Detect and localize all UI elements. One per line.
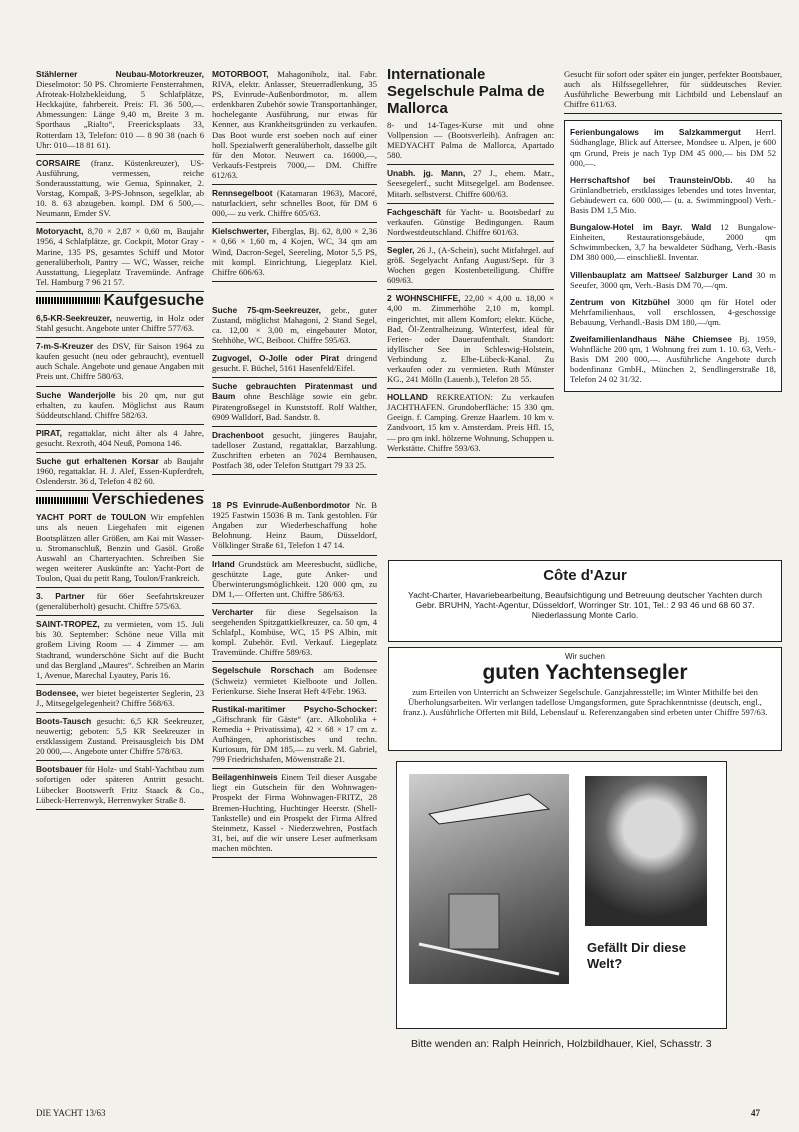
col4-box-ad-body: Bj. 1959, Wohnfläche 200 qm, 1 Wohnung frei zum 1. 10. 63, Verh.-Basis DM 200 000,—. Ausführliche Angebote durch bodenfinanz GmbH., München 2, Sendlingerstraße 18, Telefon 24 02 31/32. [570, 333, 776, 385]
col4-box-ad-text [570, 222, 776, 262]
cote-text: Yacht-Charter, Havariebearbeitung, Beaufsichtigung und Betreuung deutscher Yachten durch Gebr. BRUHN, Yacht-Agentur, Düsseldorf, Worringer Str. 101, Tel.: 2 93 46 und 68 60 37. Niederlassung Monte Carlo. [407, 590, 762, 620]
col1-kauf-ads [36, 310, 204, 491]
col3-ads-ad-text [387, 392, 554, 453]
col1_kauf-ad [36, 425, 204, 453]
col2_versch-ad-body: Nr. B 1925 Fastwin 15036 B m. Tank gestohlen. Für Angaben zur Wiederbeschaffung hohe Belohnung. Heinz Baum, Düsseldorf, Völklinger Straße 61, Telefon 1 47 14. [212, 500, 377, 551]
col2_versch-ad-heading: Beilagenhinweis [212, 772, 278, 783]
col4-box-ad-text [570, 127, 776, 167]
col1_kauf-ad-heading: PIRAT, [36, 427, 62, 438]
job-title: guten Yachtensegler [482, 661, 688, 684]
col2_kauf-ad-heading: Drachenboot [212, 429, 264, 440]
col2_versch-ad-body: Grundstück am Meeresbucht, südliche, geschützte Lage, gute Anker- und Überwinterungsmöglichkeit. 120 000 qm, zu DM 1,— Offerten unt. Chiffre 586/63. [212, 558, 377, 599]
col1_versch-ad-heading: Bootsbauer [36, 764, 83, 775]
col1_versch-ad-text [36, 512, 204, 583]
col4-box-ad-text [570, 334, 776, 384]
col3-ads-ad [387, 165, 554, 203]
col2_versch-ad-heading: Vercharter [212, 606, 254, 617]
col1_kauf-ad [36, 387, 204, 425]
col4-box-ad-body: 3000 qm für Hotel oder Mehrfamilienhaus, voll erschlossen, 4-geschossige Bebauung, Verhandl.-Basis DM 180,—/qm. [570, 296, 776, 327]
col2_versch-ad-text [212, 500, 377, 550]
col1_versch-ad [36, 616, 204, 685]
col1_versch-ad-text [36, 716, 204, 756]
col4-box-ad-heading: Zweifamilienlandhaus Nähe Chiemsee [570, 333, 732, 344]
col2_kauf-ad-text [212, 381, 377, 421]
section-title-kaufgesuche: Kaufgesuche [103, 291, 204, 309]
col1_kauf-ad-text [36, 390, 204, 420]
col2_kauf-ad-heading: Suche 75-qm-Seekreuzer, [212, 304, 321, 315]
col1_versch-ad-heading: Boots-Tausch [36, 715, 92, 726]
mallorca-title: Internationale Segelschule Palma de Mallorca [387, 66, 545, 117]
col1_versch-ad-text [36, 591, 204, 611]
col2_top-ad-heading: MOTORBOOT, [212, 69, 269, 79]
col4-box-ad [570, 294, 776, 331]
col1_versch-ad-body: Wir empfehlen uns als neuen Liegehafen mit eigenen Bootsplätzen aller Größen, am Kai mit Wasser- u. Stromanschluß, Benzin und Gasöl. Große Auswahl an Charteryachten. Schreiben Sie wegen weiterer Auskünfte an: Yacht-Port de Toulon, Quai du petit Rang, Toulon/Frankreich. [36, 512, 204, 583]
col3-ads-ad-heading: 2 WOHNSCHIFFE, [387, 293, 461, 304]
col2_top-ad-heading: Rennsegelboot [212, 188, 273, 199]
col1_versch-ad [36, 588, 204, 616]
col4-box-ad-body: 30 m Seeufer, 3000 qm, Verh.-Basis DM 70,—/qm. [570, 269, 776, 290]
column-4 [564, 66, 782, 392]
col2_kauf-ad [212, 378, 377, 426]
col1_versch-ad-body: für 66er Seefahrtskreuzer (generalüberholt) gesucht. Chiffre 575/63. [36, 591, 204, 612]
col1_versch-ad-text [36, 688, 204, 708]
col2-top-ads [212, 66, 377, 282]
col4-box-ad [570, 267, 776, 294]
col1_kauf-ad [36, 338, 204, 386]
col1_versch-ad-heading: 3. Partner [36, 591, 85, 602]
col4-box-ad-body: 12 Bungalow-Einheiten, Restaurationsgebäude, 2000 qm Schwimmbecken, 3,7 ha bewaldeter Südhang, Verh.-Basis DM 380 000,— einschließl. Inventar. [570, 222, 776, 263]
col1-top-ads [36, 66, 204, 292]
sword-illustration [409, 774, 569, 984]
col2-versch-ads [212, 497, 377, 858]
col1_kauf-ad-text [36, 428, 204, 448]
col2_versch-ad [212, 662, 377, 700]
col3-ads-ad-heading: HOLLAND [387, 392, 428, 403]
col4-box-ad [570, 331, 776, 388]
col3-ads-ad-body: 22,00 × 4,00 u. 18,00 × 4,00 m. Zimmerhöhe 2,10 m, kompl. eingerichtet, mit allem Komfort; elektr. Küche, Bad, Öl-Zentralheizung. Winterfest, ideal für Ferien- oder Dauerаufenthalt. Standort: idyllischer See in Schleswig-Holstein, Verbindung z. Elbe-Lübeck-Kanal. Zu verkaufen oder zu vermieten. Ruth Münster KG., 241 Mölln (Lauenb.), Telefon 28 55. [387, 293, 554, 385]
col4-box-ad [570, 219, 776, 266]
cote-title: Côte d'Azur [543, 567, 627, 584]
col2_top-ad-text [212, 188, 377, 218]
mallorca-intro: 8- und 14-Tages-Kurse mit und ohne Vollpension — (Bootsverleih). Anfragen an: MEDYACHT Palma de Mallorca, Apartado 580. [387, 120, 554, 161]
col1_kauf-ad-body: des DSV, für Saison 1964 zu kaufen gesucht (neu oder gebraucht), eventuell auch Schale. Angebote und genaue Angaben mit Preis unt. Chiffre 580/63. [36, 341, 204, 382]
col3-ads [387, 165, 554, 457]
col1_top-ad-text [36, 226, 204, 287]
col2_top-ad-body: Fiberglas, Bj. 62, 8,00 × 2,36 × 0,66 × 1,60 m, 4 Kojen, WC, 34 qm am Wind, Dacron-Segel, Seereling, Motor 5,5 PS, mit kompl. Einrichtung, Liegeplatz Kiel. Chiffre 606/63. [212, 226, 377, 277]
col2_versch-ad [212, 497, 377, 555]
col2_top-ad-text [212, 226, 377, 276]
col1_top-ad-body: (franz. Küstenkreuzer), US-Ausführung, vermessen, reiche Sonderausstattung, wie Genua, Spinnaker, 2. Vorstag, Kompaß, 3-PS-Johnson, segelklar, ab 10. 8. 63 abzugeben. kompl. DM 6 500,—. Neumann, Emder SV. [36, 157, 204, 219]
portrait-photo [585, 776, 707, 926]
col1_kauf-ad-heading: 6,5-KR-Seekreuzer, [36, 312, 112, 323]
col1_kauf-ad-heading: 7-m-S-Kreuzer [36, 341, 94, 352]
col1_kauf-ad-text [36, 313, 204, 333]
col1_versch-ad-heading: SAINT-TROPEZ, [36, 619, 100, 630]
col1_versch-ad-body: gesucht: 6,5 KR Seekreuzer, neuwertig; geboten: 5,5 KR Seekreuzer in erstklassigem Zustand. Preisausgleich bis DM 20 000,—. Angebote unter Chiffre 578/63. [36, 715, 204, 757]
yachtsegler-ad [388, 647, 782, 751]
bootsbauer-ad [564, 66, 782, 114]
col1_versch-ad-body: für Holz- und Stahl-Yachtbau zum sofortigen oder späteren Antritt gesucht. Lübecker Bootswerft Fritz Staack & Co., Lübeck-Herrenwyk, Herrenwyker Straße 8. [36, 764, 204, 805]
col2_versch-ad [212, 604, 377, 662]
col2_top-ad-body: (Katamaran 1963), Macoré, naturlackiert, sehr schnelles Boot, für DM 6 000,— zu verk. Chiffre 605/63. [212, 188, 377, 219]
col2_versch-ad-text [212, 772, 377, 853]
col2_kauf-ad-text [212, 353, 377, 373]
col4-box-ad-heading: Villenbauplatz am Mattsee/ Salzburger Land [570, 269, 753, 280]
col2_versch-ad-text [212, 704, 377, 765]
col4-box-ad-heading: Bungalow-Hotel im Bayr. Wald [570, 222, 712, 233]
col1_top-ad-text [36, 158, 204, 219]
col1_kauf-ad-text [36, 341, 204, 381]
col1_versch-ad-text [36, 619, 204, 680]
col2_kauf-ad-body: gesucht, jüngeres Baujahr, tadelloser Zustand, regattaklar, Barzahlung. Zuschriften erbeten an 7024 Bernhausen, Postfach 38, oder Telefon Stuttgart 79 33 25. [212, 429, 377, 470]
col3-ads-ad [387, 204, 554, 242]
col2_kauf-ad-body: ohne Beschläge sowie ein gebr. Piratengroßsegel in Kunststoff. Rolf Walther, 6909 Walldorf, Bad. Sandstr. 8. [212, 391, 378, 422]
col2_versch-ad-text [212, 665, 377, 695]
realestate-box [564, 120, 782, 392]
col2_top-ad [212, 223, 377, 281]
col2_top-ad [212, 185, 377, 223]
col4-box-ad [570, 124, 776, 171]
col1_top-ad-text [36, 69, 204, 150]
section-kaufgesuche [36, 291, 204, 309]
col3-ads-ad [387, 389, 554, 458]
col3-ads-ad-heading: Fachgeschäft [387, 206, 441, 217]
col3-ads-ad-heading: Unabh. jg. Mann, [387, 168, 466, 179]
col1_versch-ad [36, 761, 204, 809]
cote-dazur-ad [388, 560, 782, 642]
col1_top-ad-heading: Motoryacht, [36, 226, 84, 237]
col2_kauf-ad-body: dringend gesucht. F. Büchel, 5161 Hasenfeld/Eifel. [212, 353, 377, 374]
col2_versch-ad [212, 701, 377, 770]
col2_top-ad-body: Mahagoniholz, ital. Fabr. RIVA, elektr. Anlasser, Steuerradlenkung, 35 PS, Evinrude-Außenbordmotor, m. allem erdenkbaren Zubehör sowie Transportanhänger, hochelegante Ausführung, nur etwas für Kenner, aus Krankheitsgründen zu verkaufen. Das Boot wurde erst soeben noch auf einer holl. Spezialwerft generalüberholt, dasselbe gilt für den Motor. Neuwert ca. 16000,—, Verkaufs-Festpreis 7000,— DM. Chiffre 612/63. [212, 69, 377, 180]
col1_top-ad [36, 66, 204, 155]
col2_versch-ad-text [212, 607, 377, 657]
col2_kauf-ad-heading: Zugvogel, O-Jolle oder Pirat [212, 353, 340, 364]
photo-ad [396, 761, 727, 1050]
col2_versch-ad-heading: Rustikal-maritimer Psycho-Schocker: [212, 703, 377, 714]
col3-ads-ad [387, 242, 554, 290]
footer-page-number: 47 [751, 1108, 760, 1118]
col1_top-ad-body: Dieselmotor: 50 PS. Chromierte Fensterrahmen, Afroteak-Holzbekleidung, 5 Schlafplätze, Heckkajüte, fahrbereit. Preis: Fl. 36 500,—. Abmessungen: Länge 9,40 m, Breite 3 m. Sporthaus „Rialto“, Freericksplaats 33, Rotterdam 13, Telefon: 010 — 8 90 38 (nach 6 Uhr: 010—18 81 61). [36, 79, 204, 150]
col2_versch-ad-body: für diese Segelsaison Ia seegehenden Spitzgattkielkreuzer, ca. 50 qm, 4 Schlafpl., Kombüse, WC, 15 PS Albin, mit kompl. Zubehör. Evtl. Verkauf. Liegeplatz Travemünde. Chiffre 589/63. [212, 606, 377, 658]
col2_top-ad-heading: Kielschwerter, [212, 226, 269, 237]
col3-ads-ad-body: 27 J., ehem. Matr., Seesegelerf., sucht Mitsegelgel. am Bodensee. Mitarb. selbstverst. Chiffre 600/63. [387, 168, 554, 199]
col2_kauf-ad [212, 427, 377, 475]
photo-question: Gefällt Dir diese Welt? [587, 940, 686, 971]
col1_versch-ad [36, 685, 204, 713]
col1_kauf-ad-body: ab Baujahr 1960, regattaklar. H. J. Alef, Essen-Kupferdreh, Oslenderstr. 36 d, Telefon 4 82 60. [36, 456, 204, 487]
col3-ads-ad-body: REKREATION: Zu verkaufen JACHTHAFEN. Grundoberfläche: 15 330 qm. Geeign. f. Camping. Grenze Haarlem. 10 km v. Zandvoort, 15 km v. Amsterdam. Preis Hfl. 15,— pro qm inkl. hölzerne Wohnung, Schuppen u. Werkstätte. Chiffre 593/63. [387, 392, 554, 453]
col2_versch-ad-text [212, 559, 377, 599]
col1_versch-ad-heading: YACHT PORT de TOULON [36, 512, 147, 523]
col1-versch-ads [36, 509, 204, 809]
col1_versch-ad-heading: Bodensee, [36, 687, 79, 698]
footer-journal: DIE YACHT 13/63 [36, 1108, 106, 1118]
col1_kauf-ad-heading: Suche gut erhaltenen Korsar [36, 456, 159, 466]
col4-box-ad-heading: Herrschaftshof bei Traunstein/Obb. [570, 174, 733, 185]
col2_kauf-ad-heading: Suche gebrauchten Piratenmast und Baum [212, 381, 377, 402]
col2_kauf-ad-text [212, 305, 377, 345]
col2_versch-ad-heading: 18 PS Evinrude-Außenbordmotor [212, 500, 351, 511]
col1_kauf-ad-body: regattaklar, nicht älter als 4 Jahre, gesucht. Rexroth, 404 Neuß, Pomona 146. [36, 427, 204, 448]
col4-box-ad-heading: Zentrum von Kitzbühel [570, 296, 670, 307]
col1_top-ad-heading: CORSAIRE [36, 157, 81, 168]
job-small: Wir suchen [564, 652, 605, 661]
col3-ads-ad-text [387, 207, 554, 237]
col3-ads-ad-body: 26 J., (A-Schein), sucht Mitfahrgel. auf größ. Segelyacht Anfang August/Sept. für 3 Wochen gegen Kostenbeteiligung. Chiffre 609/63. [387, 244, 554, 286]
col1_kauf-ad-text [36, 456, 204, 486]
col1_top-ad [36, 155, 204, 224]
col1_kauf-ad-body: bis 20 qm, nur gut erhalten, zu kaufen. Möglichst aus Raum Süddeutschland. Chiffre 582/63. [36, 389, 204, 420]
col2_versch-ad-body: „Giftschrank für Gäste“ (arc. Alkoholika + Remedia + Privatissima), 42 × 68 × 17 cm z. Aufhängen, aphoristisches und techn. Kuriosum, für DM 185,— zu verk. M. Gabriel, 799 Friedrichshafen, Möwenstraße 21. [212, 713, 377, 765]
col4-box-ad-body: 40 ha Grünlandbetrieb, erstklassiges lebendes und totes Inventar, Gebäudewert ca. 600 000,— (u. a. Swimmingpool) Verh.-Basis DM 1,5 Mio. [570, 174, 776, 216]
col1_versch-ad [36, 713, 204, 761]
col2_kauf-ad [212, 302, 377, 350]
col1_versch-ad-body: wer bietet begeisterter Seglerin, 23 J., Mitsegelgelegenheit? Chiffre 568/63. [36, 687, 204, 708]
col1_versch-ad-body: zu vermieten, vom 15. Juli bis 30. September: Schöne neue Villa mit großem Living Room — 4 Zimmer — am Stadtrand, wunderschöne Sicht auf die Bucht und das Bergland „Maures“. Schreiben an Marin 1, Avenue, Marechal Lyautey, Paris 16. [36, 619, 204, 680]
col2_versch-ad-heading: Segelschule Rorschach [212, 665, 314, 676]
col3-ads-ad-body: für Yacht- u. Bootsbedarf zu verkaufen. Günstige Bedingungen. Raum Nordwestdeutschland. Chiffre 601/63. [387, 206, 554, 237]
col1_versch-ad-text [36, 764, 204, 804]
col3-ads-ad-text [387, 293, 554, 384]
col2_versch-ad [212, 769, 377, 858]
col4-box-ad-text [570, 297, 776, 327]
col4-box-ad-heading: Ferienbungalows im Salzkammergut [570, 127, 741, 138]
col1_top-ad-body: 8,70 × 2,87 × 0,60 m, Baujahr 1956, 4 Schlafplätze, gr. Cockpit, Motor Gray - Marine, 135 PS, gesamtes Schiff und Motor generalüberholt, Pantry — WC, Wasser, reiche Ausstattung, Liegeplatz Travemünde. Anfrage Tel. Hamburg 7 96 21 57. [36, 226, 204, 287]
col4-box-ad [570, 172, 776, 219]
col2-kauf-ads [212, 302, 377, 475]
col1_kauf-ad-heading: Suche Wanderjolle [36, 389, 116, 400]
col4-box-ad-body: Herrl. Südhanglage, Blick auf Attersee, Mondsee u. Alpen, je 600 qm Grund, Preis je nach Typ DM 45 000,— bis DM 52 000,—. [570, 127, 776, 168]
col2_top-ad-text [212, 69, 377, 180]
col1_kauf-ad-body: neuwertig, in Holz oder Stahl gesucht. Angebote unter Chiffre 577/63. [36, 312, 204, 334]
col2_kauf-ad [212, 350, 377, 378]
col2_kauf-ad-text [212, 430, 377, 470]
col1_top-ad-heading: Stählerner Neubau-Motorkreuzer, [36, 69, 204, 79]
column-2 [212, 66, 377, 858]
col3-ads-ad [387, 290, 554, 389]
col2_versch-ad-body: am Bodensee (Schweiz) vermietet Kielboote und Jollen. Ferienkurse. Siehe Inserat Heft 4/Febr. 1963. [212, 665, 377, 696]
mallorca-text [387, 117, 554, 165]
col1_kauf-ad [36, 453, 204, 491]
job-text: zum Erteilen von Unterricht an Schweizer Segelschule. Ganzjahresstelle; im Winter Mithilfe bei den Überholungsarbeiten. Wir verlangen tadellose Umgangsformen, gute Sprachkenntnisse (deutsch, engl., franz.). Ausführliche Offerten mit Bild, Lebenslauf u. Referenzangaben sind erbeten unter Chiffre 597/63. [402, 687, 768, 717]
col2_kauf-ad-body: gebr., guter Zustand, möglichst Mahagoni, 2 Stand Segel, ca. 12,00 × 3,00 m, eingebauter Motor, Stehhöhe, WC, Beiboot. Chiffre 595/63. [212, 304, 377, 346]
bootsbauer-text: Gesucht für sofort oder später ein junger, perfekter Bootsbauer, auch als Hilfssegellehrer, für süddeutsches Revier. Ausführliche Bewerbung mit Lichtbild und Lebenslauf an Chiffre 611/63. [564, 69, 782, 110]
col3-ads-ad-heading: Segler, [387, 244, 415, 255]
column-3 [387, 66, 554, 458]
col2_versch-ad-heading: Irland [212, 558, 235, 569]
col1_versch-ad [36, 509, 204, 588]
col4-box-ad-text [570, 270, 776, 290]
col1_kauf-ad [36, 310, 204, 338]
col3-ads-ad-text [387, 168, 554, 198]
col4-box-ad-text [570, 175, 776, 215]
col3-ads-ad-text [387, 245, 554, 285]
section-title-verschiedenes: Verschiedenes [91, 491, 204, 509]
col2_versch-ad-body: Einem Teil dieser Ausgabe liegt ein Gutschein für den Wohnwagen-Prospekt der Firma Wohnwagen-FRITZ, 28 Bremen-Huchting, Huchtinger Heerstr. (Shell-Tankstelle) und ein Prospekt der Firma Alfred Steinmetz, Kassel - Niederzwehren, Postfach 31, bei, auf die wir unsere Leser aufmerksam machen möchten. [212, 772, 377, 853]
column-1 [36, 66, 204, 810]
sword-photo [409, 774, 569, 984]
col1_top-ad [36, 223, 204, 292]
col2_versch-ad [212, 556, 377, 604]
col2_top-ad [212, 66, 377, 185]
section-verschiedenes [36, 491, 204, 509]
photo-footer: Bitte wenden an: Ralph Heinrich, Holzbildhauer, Kiel, Schasstr. 3 [411, 1038, 712, 1050]
